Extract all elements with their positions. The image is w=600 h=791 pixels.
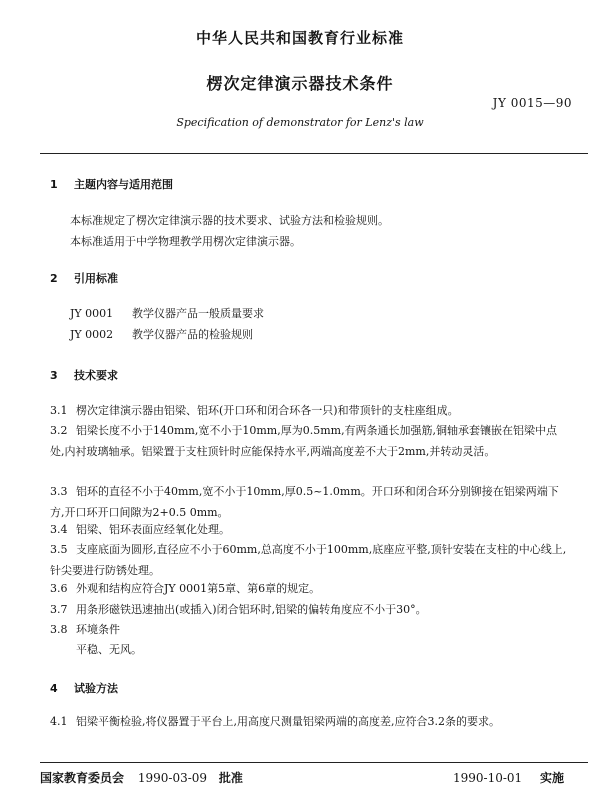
clause-3-7-text: 用条形磁铁迅速抽出(或插入)闭合铝环时,铝梁的偏转角度应不小于30°。: [76, 603, 427, 616]
footer-divider: [40, 762, 588, 763]
standard-category: 中华人民共和国教育行业标准: [195, 29, 404, 47]
clause-4-1-number: 4.1: [50, 715, 68, 728]
clause-3-3-text: 铝环的直径不小于40mm,宽不小于10mm,厚0.5~1.0mm。开口环和闭合环分别铆接在铝梁两端下方,开口环开口间隙为2+0.5 0mm。: [50, 485, 559, 519]
clause-3-1-number: 3.1: [50, 404, 68, 417]
clause-3-7: [50, 601, 427, 617]
document-title: 楞次定律演示器技术条件: [206, 74, 394, 93]
clause-3-8: [50, 621, 120, 637]
reference-1-title: 教学仪器产品一般质量要求: [132, 307, 264, 320]
section-3-title: 技术要求: [74, 369, 118, 382]
section-2-heading: [50, 270, 118, 286]
clause-3-5-number: 3.5: [50, 543, 68, 556]
section-4-number: 4: [50, 682, 58, 695]
section-3-number: 3: [50, 369, 58, 382]
reference-2-code: JY 0002: [70, 328, 114, 341]
clause-3-2: [50, 420, 570, 462]
reference-1-code: JY 0001: [70, 307, 114, 320]
clause-3-8-conditions: 平稳、无风。: [76, 643, 142, 656]
clause-3-3: [50, 481, 570, 523]
clause-3-1-text: 楞次定律演示器由铝梁、铝环(开口环和闭合环各一只)和带顶针的支柱座组成。: [76, 404, 459, 417]
clause-3-2-text: 铝梁长度不小于140mm,宽不小于10mm,厚为0.5mm,有两条通长加强筋,铜轴承套镶嵌在铝梁中点处,内衬玻璃轴承。铝梁置于支柱顶针时应能保持水平,两端高度差不大于2mm,并转动灵活。: [50, 424, 558, 458]
section-1-paragraph-1: 本标准规定了楞次定律演示器的技术要求、试验方法和检验规则。: [70, 214, 389, 227]
clause-3-2-number: 3.2: [50, 424, 68, 437]
section-4-title: 试验方法: [74, 682, 118, 695]
clause-3-8-number: 3.8: [50, 623, 68, 636]
clause-3-5: [50, 539, 570, 581]
clause-3-6-text: 外观和结构应符合JY 0001第5章、第6章的规定。: [76, 582, 321, 595]
footer-effective: [453, 769, 564, 786]
header-divider: [40, 153, 588, 154]
issuer: 国家教育委员会: [40, 771, 125, 785]
clause-4-1: [50, 711, 570, 732]
section-1-paragraph-2: 本标准适用于中学物理教学用楞次定律演示器。: [70, 235, 301, 248]
section-2-title: 引用标准: [74, 272, 118, 285]
section-1-heading: [50, 176, 173, 192]
section-4-heading: [50, 680, 118, 696]
clause-3-3-number: 3.3: [50, 485, 68, 498]
clause-3-6-number: 3.6: [50, 582, 68, 595]
section-1-title: 主题内容与适用范围: [74, 178, 173, 191]
section-3-heading: [50, 367, 118, 383]
effective-label: 实施: [539, 771, 564, 785]
reference-2: [70, 326, 253, 342]
footer-approval: [40, 769, 243, 786]
reference-2-title: 教学仪器产品的检验规则: [132, 328, 253, 341]
clause-3-4: [50, 521, 230, 537]
clause-4-1-text: 铝梁平衡检验,将仪器置于平台上,用高度尺测量铝梁两端的高度差,应符合3.2条的要求。: [76, 715, 500, 728]
clause-3-1: [50, 402, 459, 418]
clause-3-7-number: 3.7: [50, 603, 68, 616]
standard-code: JY 0015—90: [492, 96, 572, 110]
effective-date: 1990-10-01: [452, 771, 523, 785]
clause-3-4-number: 3.4: [50, 523, 68, 536]
english-title: Specification of demonstrator for Lenz's law: [176, 116, 424, 129]
approval-label: 批准: [218, 771, 243, 785]
section-1-number: 1: [50, 178, 58, 191]
approval-date: 1990-03-09: [137, 771, 208, 785]
section-2-number: 2: [50, 272, 58, 285]
clause-3-6: [50, 580, 320, 596]
clause-3-4-text: 铝梁、铝环表面应经氧化处理。: [76, 523, 230, 536]
clause-3-8-text: 环境条件: [76, 623, 120, 636]
clause-3-5-text: 支座底面为圆形,直径应不小于60mm,总高度不小于100mm,底座应平整,顶针安装在支柱的中心线上,针尖要进行防锈处理。: [50, 543, 567, 577]
reference-1: [70, 305, 264, 321]
